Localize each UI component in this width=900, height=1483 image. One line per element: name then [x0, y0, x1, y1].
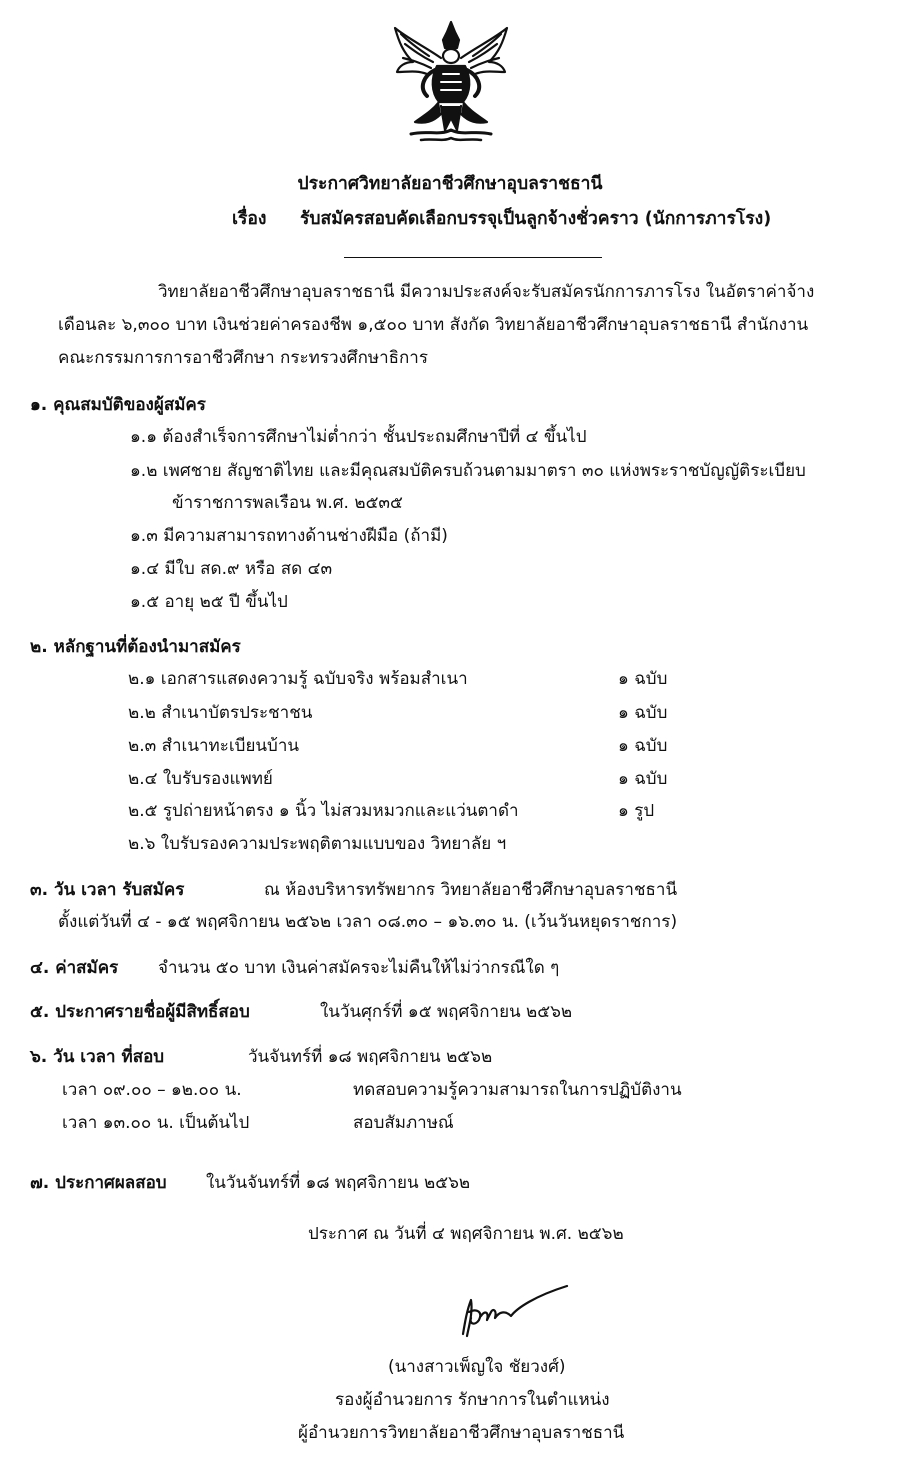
document-item-qty: ๑ ฉบับ — [618, 736, 668, 756]
signatory-position-2: ผู้อำนวยการวิทยาลัยอาชีวศึกษาอุบลราชธานี — [298, 1423, 625, 1443]
section-4-heading: ๔. ค่าสมัคร — [30, 958, 119, 978]
signatory-position-1: รองผู้อำนวยการ รักษาการในตำแหน่ง — [335, 1390, 610, 1410]
document-item-qty: ๑ รูป — [618, 801, 655, 821]
section-1-item: ๑.๓ มีความสามารถทางด้านช่างฝีมือ (ถ้ามี) — [130, 526, 448, 546]
section-1-item: ๑.๑ ต้องสำเร็จการศึกษาไม่ต่ำกว่า ชั้นประถมศึกษาปีที่ ๔ ขึ้นไป — [130, 427, 587, 447]
handwritten-signature — [455, 1282, 575, 1342]
section-6-heading: ๖. วัน เวลา ที่สอบ — [30, 1047, 165, 1067]
section-1-item: ๑.๕ อายุ ๒๕ ปี ขึ้นไป — [130, 592, 288, 612]
exam-time: เวลา ๐๙.๐๐ – ๑๒.๐๐ น. — [62, 1080, 242, 1100]
application-place: ณ ห้องบริหารทรัพยากร วิทยาลัยอาชีวศึกษาอุบลราชธานี — [264, 880, 678, 900]
exam-activity: ทดสอบความรู้ความสามารถในการปฏิบัติงาน — [353, 1080, 682, 1100]
document-item-label: ๒.๑ เอกสารแสดงความรู้ ฉบับจริง พร้อมสำเนา — [128, 669, 468, 689]
subject-text: รับสมัครสอบคัดเลือกบรรจุเป็นลูกจ้างชั่วคราว (นักการภารโรง) — [300, 209, 772, 229]
intro-line-3: คณะกรรมการการอาชีวศึกษา กระทรวงศึกษาธิการ — [58, 348, 428, 368]
section-1-heading: ๑. คุณสมบัติของผู้สมัคร — [30, 395, 206, 415]
exam-time: เวลา ๑๓.๐๐ น. เป็นต้นไป — [62, 1113, 250, 1133]
section-7-heading: ๗. ประกาศผลสอบ — [30, 1173, 167, 1193]
application-dates: ตั้งแต่วันที่ ๔ - ๑๕ พฤศจิกายน ๒๕๖๒ เวลา ๐๘.๓๐ – ๑๖.๓๐ น. (เว้นวันหยุดราชการ) — [58, 912, 678, 932]
document-item-label: ๒.๒ สำเนาบัตรประชาชน — [128, 703, 313, 723]
exam-activity: สอบสัมภาษณ์ — [353, 1113, 454, 1133]
exam-date: วันจันทร์ที่ ๑๘ พฤศจิกายน ๒๕๖๒ — [248, 1047, 493, 1067]
document-item-label: ๒.๖ ใบรับรองความประพฤติตามแบบของ วิทยาลัย ฯ — [128, 834, 507, 854]
garuda-emblem-icon — [387, 18, 515, 144]
results-date: ในวันจันทร์ที่ ๑๘ พฤศจิกายน ๒๕๖๒ — [206, 1173, 471, 1193]
signatory-name: (นางสาวเพ็ญใจ ชัยวงศ์) — [388, 1357, 566, 1377]
subject-label: เรื่อง — [232, 209, 267, 229]
intro-line-2: เดือนละ ๖,๓๐๐ บาท เงินช่วยค่าครองชีพ ๑,๕๐๐ บาท สังกัด วิทยาลัยอาชีวศึกษาอุบลราชธานี สำนักงาน — [58, 315, 809, 335]
document-item-qty: ๑ ฉบับ — [618, 669, 668, 689]
document-item-label: ๒.๓ สำเนาทะเบียนบ้าน — [128, 736, 300, 756]
section-3-heading: ๓. วัน เวลา รับสมัคร — [30, 880, 185, 900]
application-fee: จำนวน ๕๐ บาท เงินค่าสมัครจะไม่คืนให้ไม่ว่ากรณีใด ๆ — [158, 958, 560, 978]
document-item-label: ๒.๔ ใบรับรองแพทย์ — [128, 769, 273, 789]
announcement-date: ประกาศ ณ วันที่ ๔ พฤศจิกายน พ.ศ. ๒๕๖๒ — [308, 1224, 624, 1244]
section-1-item-continuation: ข้าราชการพลเรือน พ.ศ. ๒๕๓๕ — [172, 493, 403, 513]
document-item-qty: ๑ ฉบับ — [618, 769, 668, 789]
eligible-list-date: ในวันศุกร์ที่ ๑๕ พฤศจิกายน ๒๕๖๒ — [320, 1002, 573, 1022]
announcement-title: ประกาศวิทยาลัยอาชีวศึกษาอุบลราชธานี — [297, 174, 603, 194]
document-item-label: ๒.๕ รูปถ่ายหน้าตรง ๑ นิ้ว ไม่สวมหมวกและแว่นตาดำ — [128, 801, 519, 821]
section-2-heading: ๒. หลักฐานที่ต้องนำมาสมัคร — [30, 637, 241, 657]
section-5-heading: ๕. ประกาศรายชื่อผู้มีสิทธิ์สอบ — [30, 1002, 250, 1022]
section-1-item: ๑.๔ มีใบ สด.๙ หรือ สด ๔๓ — [130, 559, 333, 579]
intro-line-1: วิทยาลัยอาชีวศึกษาอุบลราชธานี มีความประสงค์จะรับสมัครนักการภารโรง ในอัตราค่าจ้าง — [158, 282, 815, 302]
document-item-qty: ๑ ฉบับ — [618, 703, 668, 723]
section-1-item: ๑.๒ เพศชาย สัญชาติไทย และมีคุณสมบัติครบถ้วนตามมาตรา ๓๐ แห่งพระราชบัญญัติระเบียบ — [130, 461, 806, 481]
title-divider — [344, 257, 602, 258]
